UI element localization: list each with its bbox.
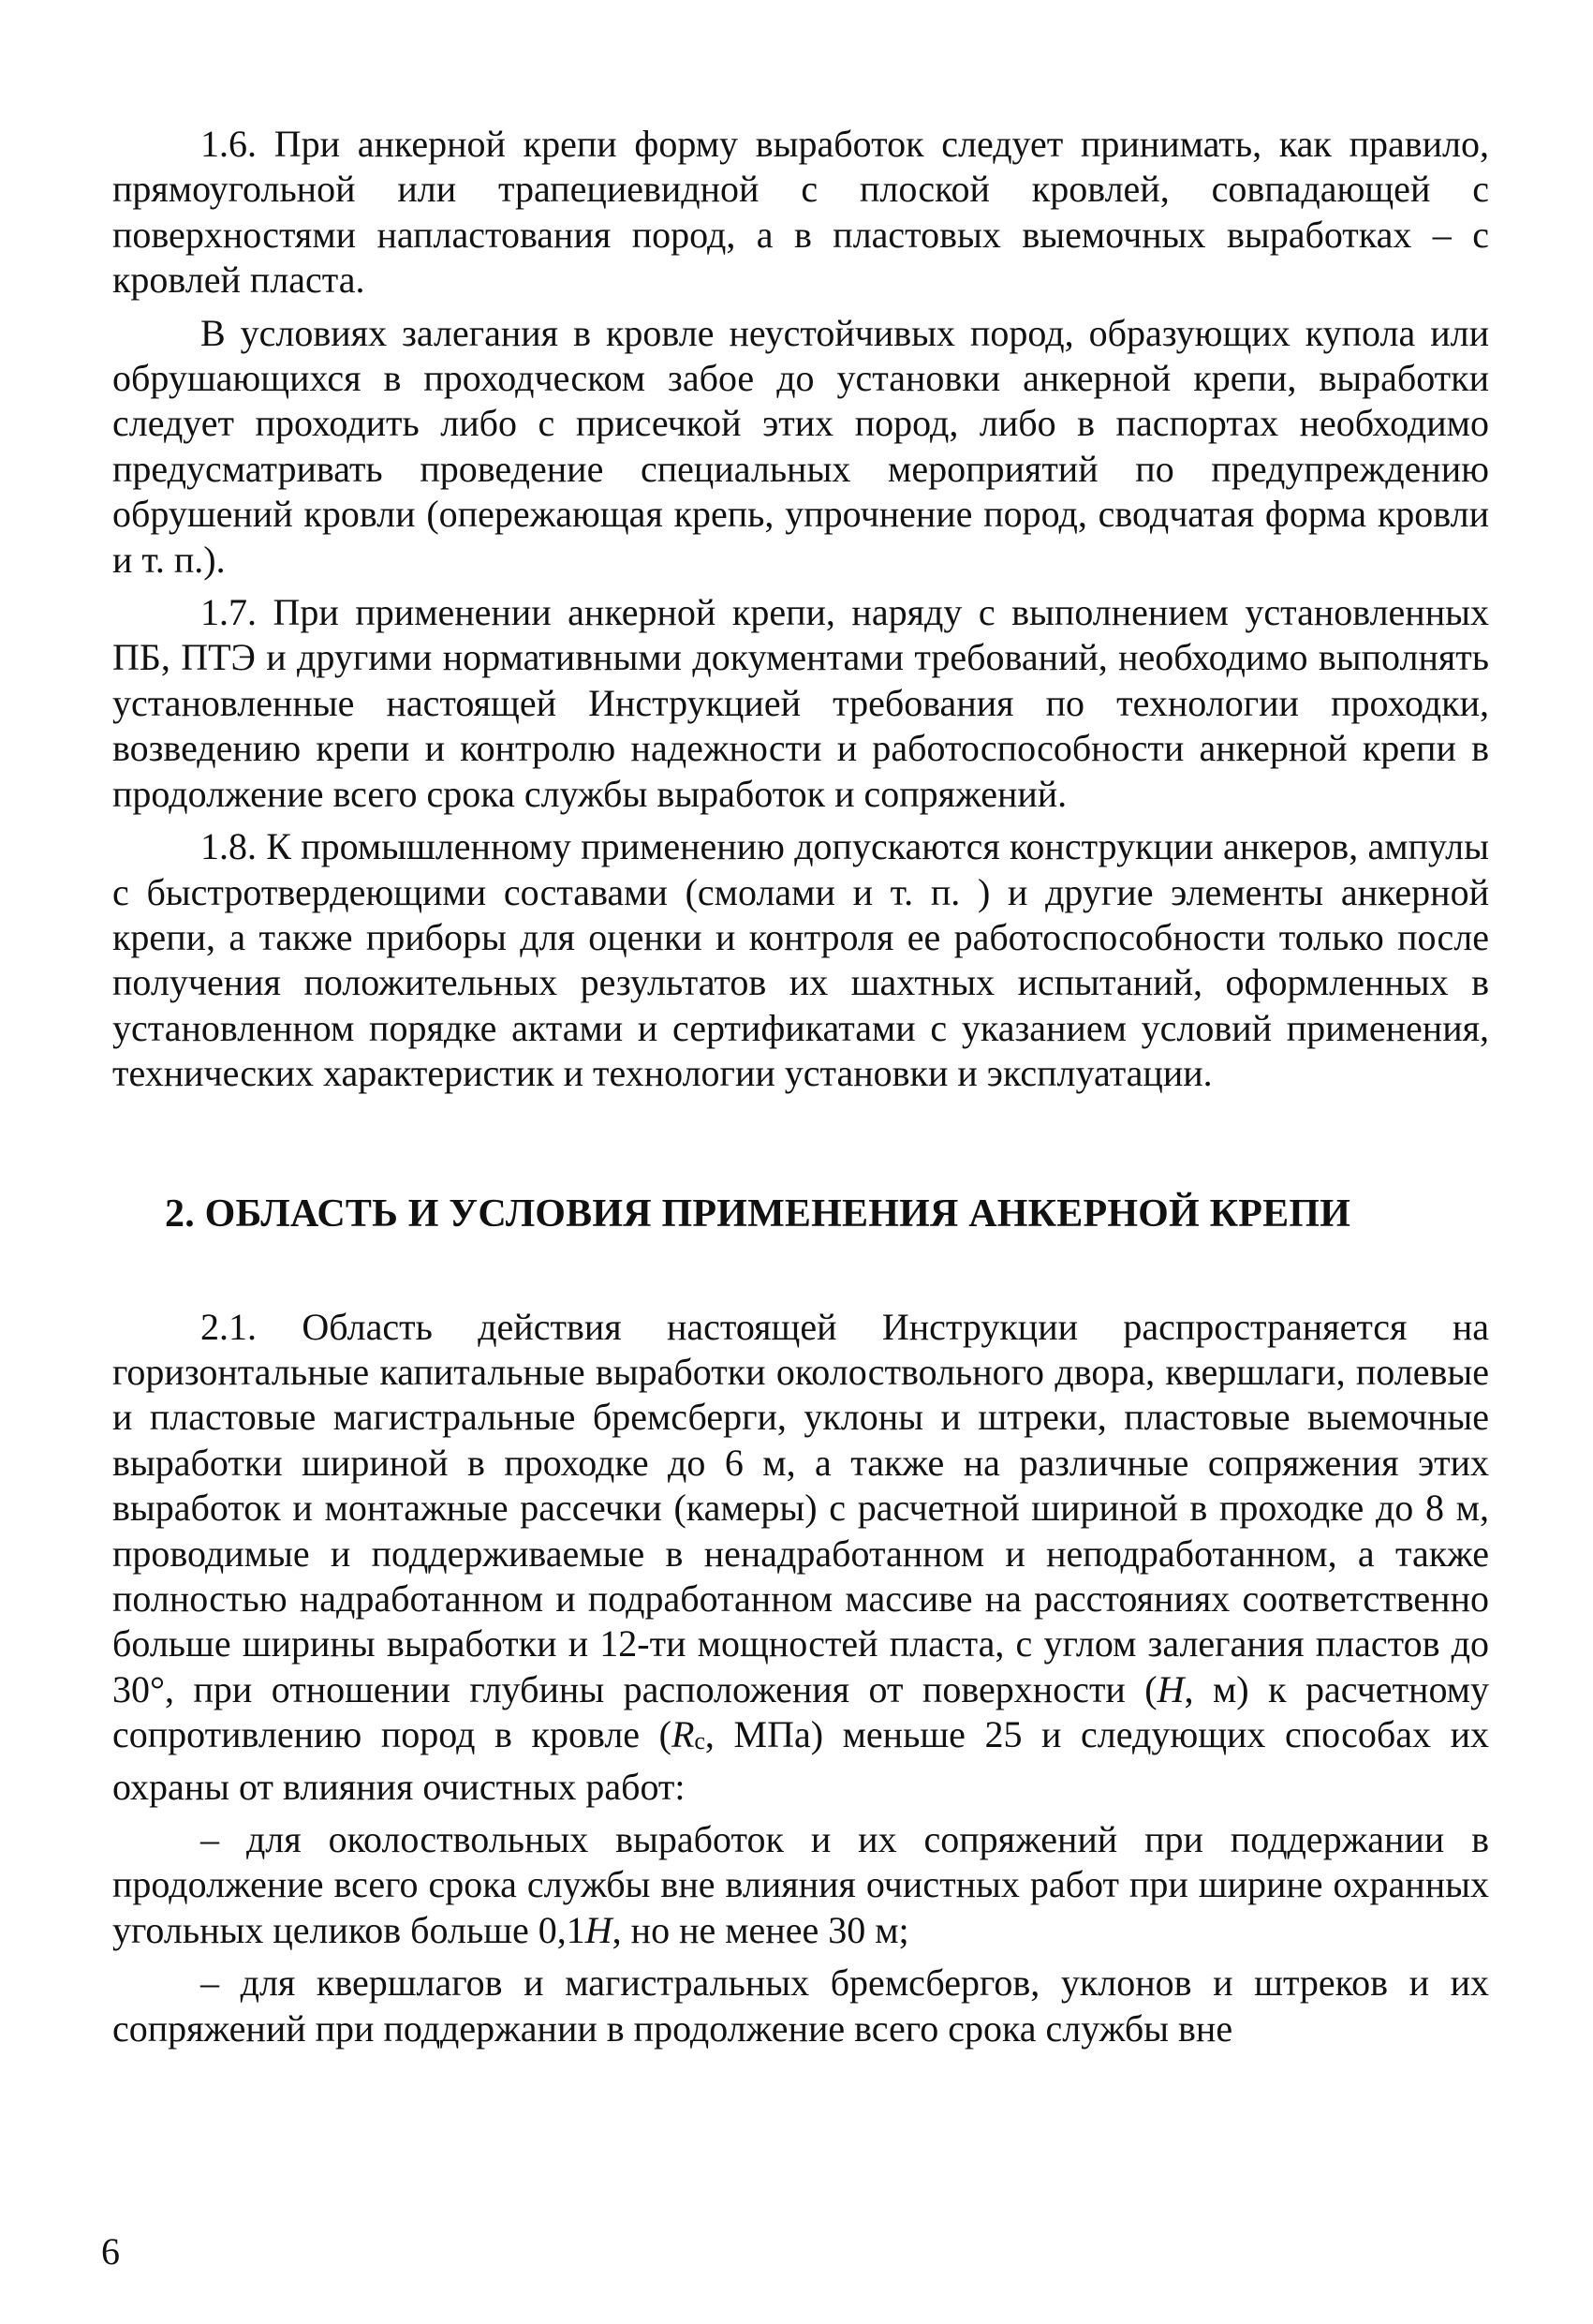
paragraph-2-1-part3: , МПа) меньше 25 и следующих способах их охраны от влияния очистных работ: <box>112 1713 1489 1808</box>
paragraph-roof-conditions: В условиях залегания в кровле неустойчивых пород, образующих купола или обрушающихся в проходческом забое до установки анкерной крепи, выработки следует проходить либо с присечкой этих пород, либо в паспортах необходимо предусматривать проведение специальных мероприятий по предупреждению обрушений кровли (опережающая крепь, упрочнение пород, сводчатая форма кровли и т. п.). <box>112 311 1489 581</box>
paragraph-2-1-part1: 2.1. Область действия настоящей Инструкции распространяется на горизонтальные капитальные выработки околоствольного двора, квершлаги, полевые и пластовые магистральные бремсберги, уклоны и штреки, пластовые выемочные выработки шириной в проходке до 6 м, а также на различные сопряжения этих выработок и монтажные рассечки (камеры) с расчетной шириной в проходке до 8 м, проводимые и поддерживаемые в ненадработанном и неподработанном, а также полностью надработанном и подработанном массиве на расстояниях соответственно больше ширины выработки и 12-ти мощностей пласта, с углом залегания пластов до 30°, при отношении глубины расположения от поверхности ( <box>112 1305 1489 1710</box>
symbol-h: H <box>1157 1667 1185 1710</box>
bullet-item-1-part2: , но не менее 30 м; <box>612 1908 909 1951</box>
symbol-r-subscript: c <box>694 1727 705 1755</box>
paragraph-1-6: 1.6. При анкерной крепи форму выработок следует принимать, как правило, прямоугольной или трапециевидной с плоской кровлей, совпадающей с поверхностями напластования пород, а в пластовых выемочных выработках – с кровлей пласта. <box>112 123 1489 302</box>
symbol-r: R <box>671 1713 695 1756</box>
bullet-item-1 <box>112 1817 1489 1953</box>
page-number: 6 <box>101 2230 120 2272</box>
paragraph-2-1-part2: , м) к расчетному сопротивлению пород в кровле ( <box>112 1667 1489 1756</box>
paragraph-2-1 <box>112 1305 1489 1810</box>
document-page <box>112 122 1489 2051</box>
symbol-h-bullet: H <box>584 1908 612 1951</box>
section-2-body <box>112 1305 1489 2052</box>
section-heading: 2. ОБЛАСТЬ И УСЛОВИЯ ПРИМЕНЕНИЯ АНКЕРНОЙ КРЕПИ <box>165 1192 1351 1236</box>
paragraph-1-8: 1.8. К промышленному применению допускаются конструкции анкеров, ампулы с быстротвердеющими составами (смолами и т. п. ) и другие элементы анкерной крепи, а также приборы для оценки и контроля ее работоспособности только после получения положительных результатов их шахтных испытаний, оформленных в установленном порядке актами и сертификатами с указанием условий применения, технических характеристик и технологии установки и эксплуатации. <box>112 825 1489 1095</box>
bullet-item-1-part1: – для околоствольных выработок и их сопряжений при поддержании в продолжение всего срока службы вне влияния очистных работ при ширине охранных угольных целиков больше 0,1 <box>112 1818 1489 1951</box>
bullet-item-2: – для квершлагов и магистральных бремсбергов, уклонов и штреков и их сопряжений при поддержании в продолжение всего срока службы вне <box>112 1961 1489 2050</box>
paragraph-1-7: 1.7. При применении анкерной крепи, наряду с выполнением установленных ПБ, ПТЭ и другими нормативными документами требований, необходимо выполнять установленные настоящей Инструкцией требования по технологии проходки, возведению крепи и контролю надежности и работоспособности анкерной крепи в продолжение всего срока службы выработок и сопряжений. <box>112 591 1489 815</box>
